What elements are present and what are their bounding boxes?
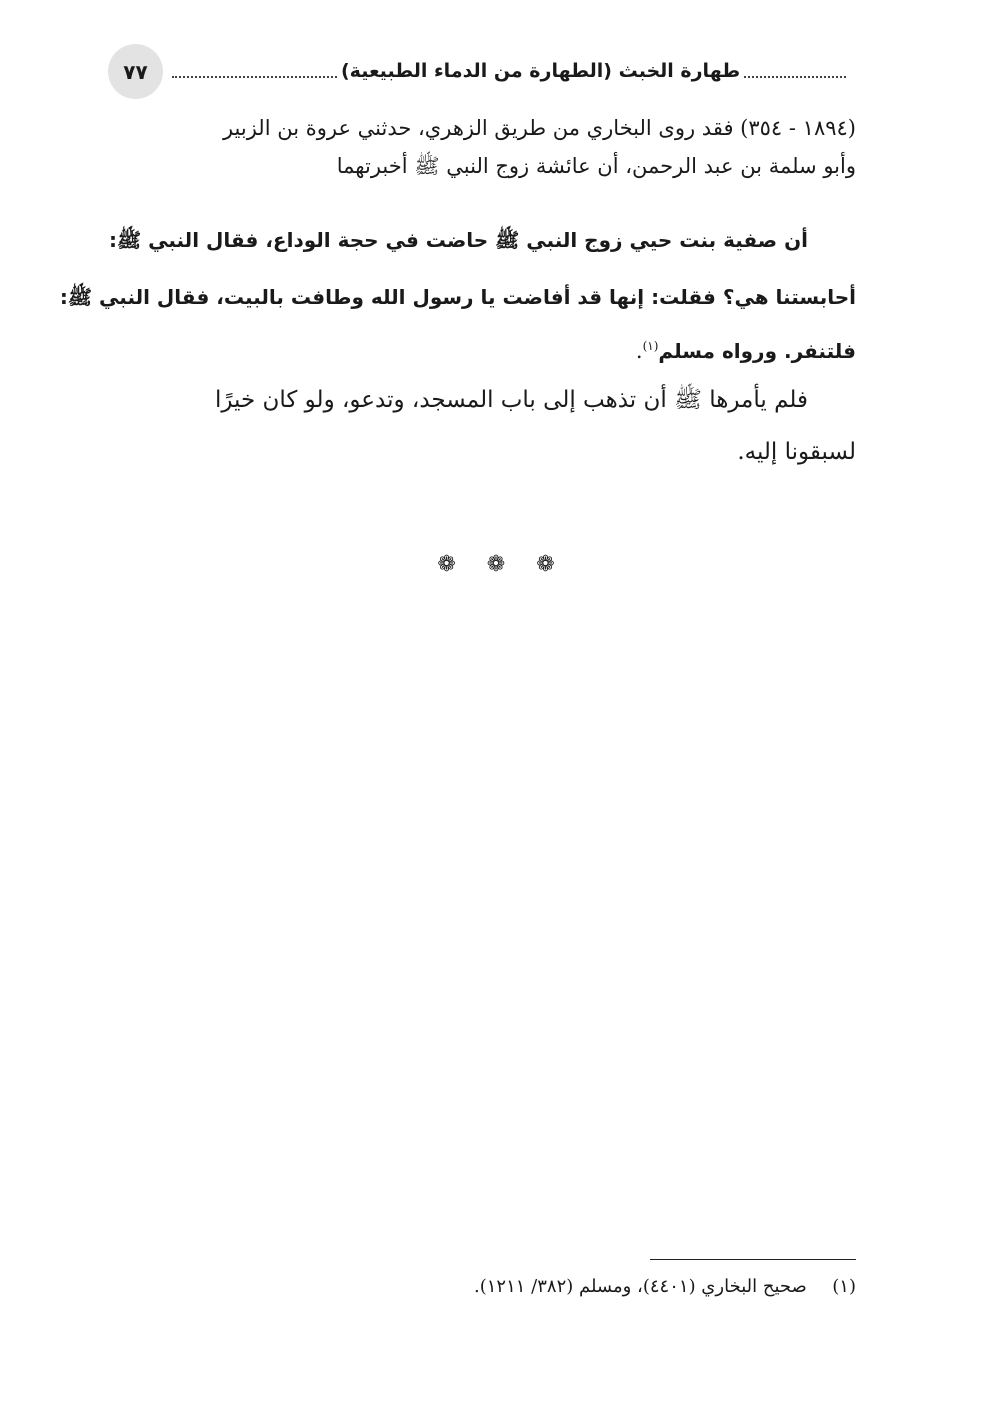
hadith-line-3-bold: فلتنفر. ورواه مسلم <box>658 339 856 363</box>
conclusion-line-1: فلم يأمرها ﷺ أن تذهب إلى باب المسجد، وتدعو، ولو كان خيرًا <box>214 387 808 413</box>
hadith-line-2: أحابستنا هي؟ فقلت: إنها قد أفاضت يا رسول الله وطافت بالبيت، فقال النبي ﷺ: <box>59 285 856 309</box>
hadith-line-1: أن صفية بنت حيي زوج النبي ﷺ حاضت في حجة الوداع، فقال النبي ﷺ: <box>109 228 808 252</box>
footnote-ref-1[interactable]: (١) <box>642 339 659 353</box>
paragraph-conclusion <box>118 386 856 474</box>
running-header <box>172 56 846 86</box>
footnote-divider <box>650 1259 856 1260</box>
conclusion-line-2: لسبقونا إليه. <box>737 439 856 465</box>
header-leader-left <box>744 76 846 78</box>
page-number <box>108 44 163 99</box>
section-separator: ❁ ❁ ❁ <box>437 552 567 577</box>
intro-line-2: وأبو سلمة بن عبد الرحمن، أن عائشة زوج النبي ﷺ أخبرتهما <box>336 154 856 178</box>
hadith-text <box>59 226 856 369</box>
intro-line-1: (١٨٩٤ - ٣٥٤) فقد روى البخاري من طريق الزهري، حدثني عروة بن الزبير <box>222 116 856 140</box>
footnote-1 <box>300 1276 856 1297</box>
page-number-text: ٧٧ <box>123 59 148 84</box>
footnote-marker: (١) <box>832 1276 856 1297</box>
header-leader-right <box>172 76 337 78</box>
running-title: طهارة الخبث (الطهارة من الدماء الطبيعية) <box>341 60 741 82</box>
hadith-line-3-end: . <box>635 339 643 363</box>
footnote-text: صحيح البخاري (٤٤٠١)، ومسلم (٣٨٢/ ١٢١١). <box>474 1276 807 1297</box>
paragraph-intro <box>118 114 856 186</box>
hadith-line-3 <box>118 337 856 369</box>
